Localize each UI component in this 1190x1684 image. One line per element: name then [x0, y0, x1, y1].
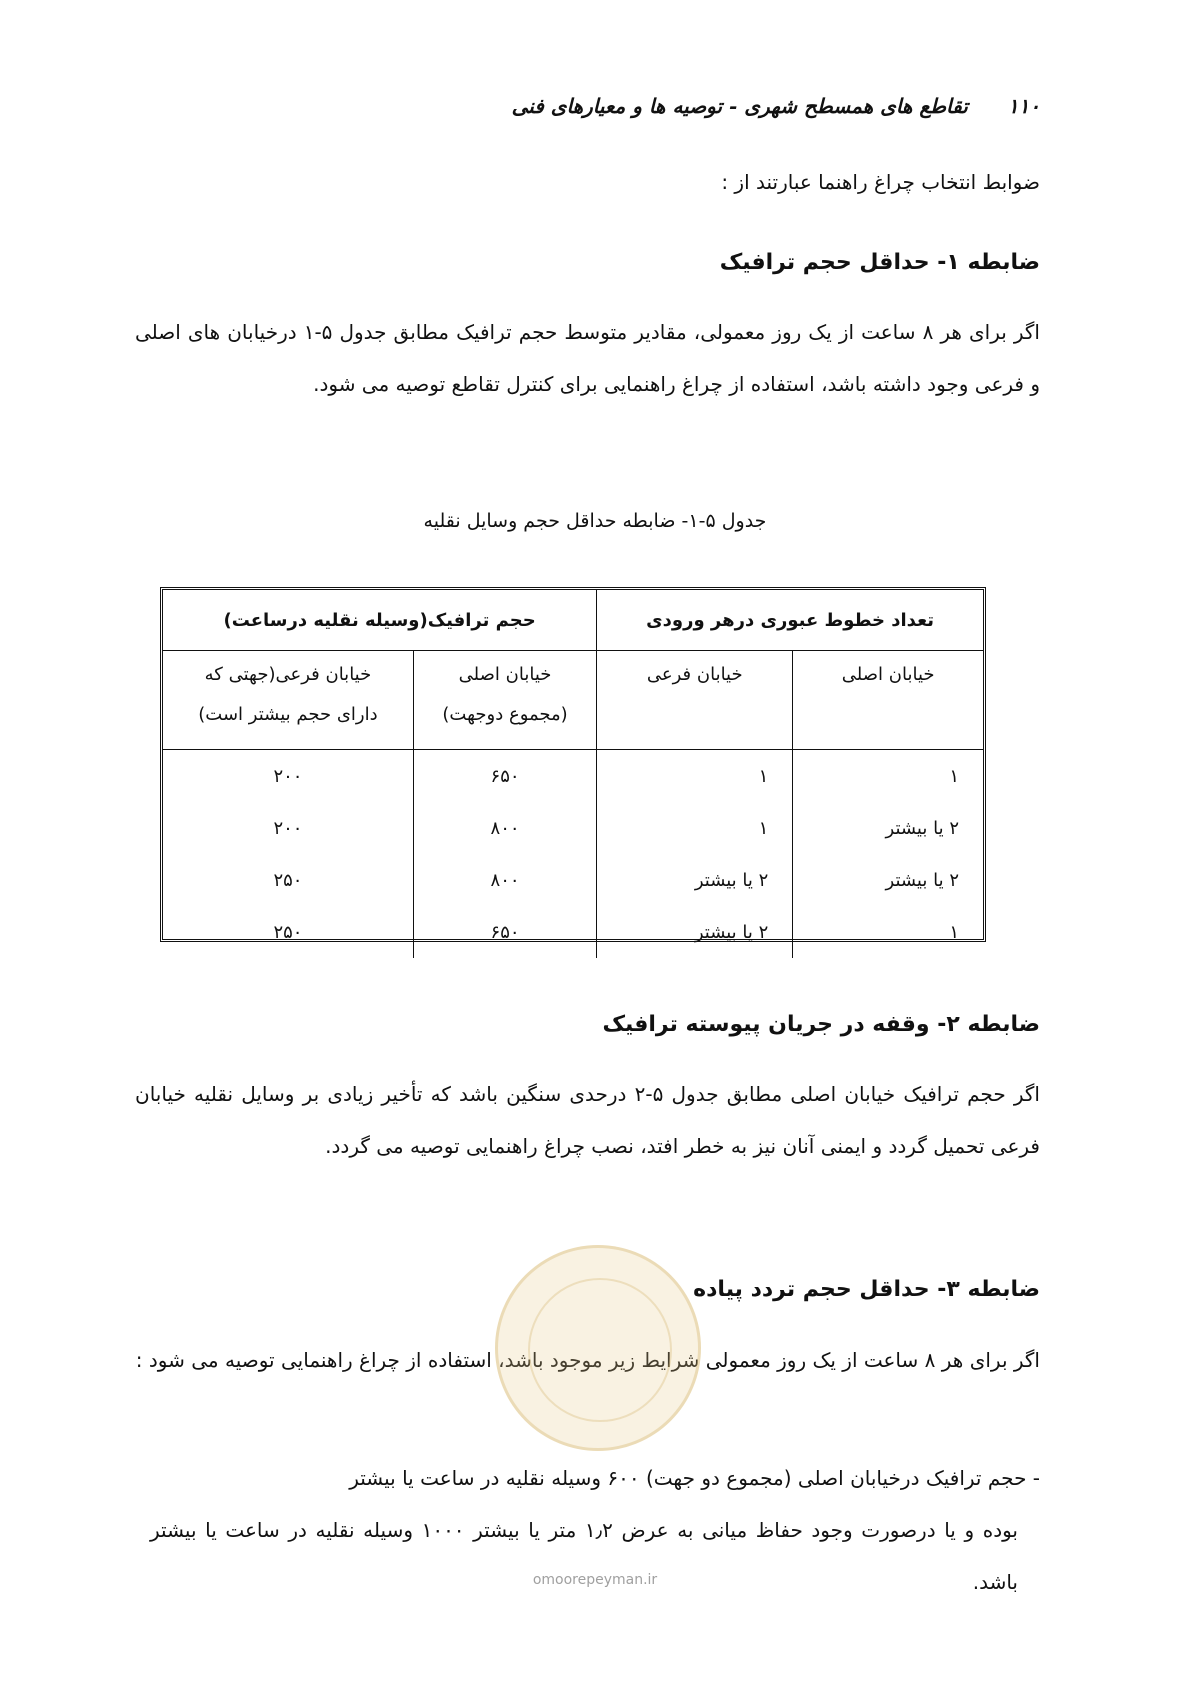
table-row: [163, 854, 983, 906]
col-header-minor-volume-line2: دارای حجم بیشتر است): [198, 704, 378, 725]
cell-main-lanes: ۱: [793, 750, 983, 803]
cell-minor-volume: ۲۵۰: [273, 921, 303, 943]
cell-main-volume: ۸۰۰: [413, 802, 596, 854]
cell-minor-lanes: ۱: [597, 750, 793, 803]
table-group-lanes: تعداد خطوط عبوری درهر ورودی: [597, 590, 983, 651]
col-header-main-volume-line2: (مجموع دوجهت): [442, 704, 568, 725]
cell-minor-volume: ۲۰۰: [273, 765, 303, 787]
cell-main-lanes: ۲ یا بیشتر: [793, 802, 983, 854]
criterion-1-body: اگر برای هر ۸ ساعت از یک روز معمولی، مقادیر متوسط حجم ترافیک مطابق جدول ۵-۱ درخیابان های اصلی و فرعی وجود داشته باشد، استفاده از چراغ راهنمایی برای کنترل تقاطع توصیه می شود.: [135, 320, 1040, 396]
table-row: [163, 802, 983, 854]
col-header-minor-volume-line1: خیابان فرعی(جهتی که: [204, 664, 372, 685]
cell-main-volume: ۶۵۰: [413, 906, 596, 958]
col-header-main-lanes: خیابان اصلی: [793, 651, 983, 750]
col-header-main-volume: [413, 651, 596, 750]
running-header: [170, 94, 1040, 118]
volume-table: [160, 587, 986, 942]
cell-main-lanes: ۱: [793, 906, 983, 958]
cell-minor-lanes: ۱: [597, 802, 793, 854]
bullet-continuation: بوده و یا درصورت وجود حفاظ میانی به عرض ۱٫۲ متر یا بیشتر ۱۰۰۰ وسیله نقلیه در ساعت یا بیشتر باشد.: [150, 1518, 1018, 1594]
cell-minor-volume: ۲۰۰: [273, 817, 303, 839]
running-title: تقاطع های همسطح شهری - توصیه ها و معیارهای فنی: [511, 94, 968, 118]
cell-minor-lanes: ۲ یا بیشتر: [597, 906, 793, 958]
page-number: ۱۱۰: [1007, 94, 1040, 118]
cell-main-volume: ۶۵۰: [413, 750, 596, 803]
criterion-2-body: اگر حجم ترافیک خیابان اصلی مطابق جدول ۵-۲ درحدی سنگین باشد که تأخیر زیادی بر وسایل نقلیه خیابان فرعی تحمیل گردد و ایمنی آنان نیز به خطر افتد، نصب چراغ راهنمایی توصیه می گردد.: [135, 1082, 1040, 1158]
table-row: [163, 906, 983, 958]
cell-minor-volume: ۲۵۰: [273, 869, 303, 891]
criterion-2-heading: ضابطه ۲- وقفه در جریان پیوسته ترافیک: [602, 1012, 1040, 1037]
col-header-minor-lanes: خیابان فرعی: [597, 651, 793, 750]
col-header-main-volume-line1: خیابان اصلی: [458, 664, 552, 685]
cell-main-volume: ۸۰۰: [413, 854, 596, 906]
criterion-1-heading: ضابطه ۱- حداقل حجم ترافیک: [719, 250, 1040, 275]
criterion-3-body: اگر برای هر ۸ ساعت از یک روز معمولی شرایط زیر موجود باشد، استفاده از چراغ راهنمایی توصیه می شود :: [135, 1348, 1040, 1372]
watermark-seal: [495, 1245, 701, 1451]
bullet-line-1: - حجم ترافیک درخیابان اصلی (مجموع دو جهت) ۶۰۰ وسیله نقلیه در ساعت یا بیشتر: [349, 1466, 1040, 1490]
table-row: [163, 750, 983, 803]
table-caption: جدول ۵-۱- ضابطه حداقل حجم وسایل نقلیه: [423, 510, 767, 532]
table-group-volume: حجم ترافیک(وسیله نقلیه درساعت): [163, 590, 597, 651]
col-header-minor-volume: [163, 651, 413, 750]
watermark-url: omoorepeyman.ir: [532, 1572, 658, 1588]
intro-paragraph: ضوابط انتخاب چراغ راهنما عبارتند از :: [721, 170, 1040, 194]
watermark-seal-ring: [528, 1278, 672, 1422]
cell-minor-lanes: ۲ یا بیشتر: [597, 854, 793, 906]
cell-main-lanes: ۲ یا بیشتر: [793, 854, 983, 906]
criterion-3-heading: ضابطه ۳- حداقل حجم تردد پیاده: [693, 1277, 1040, 1302]
